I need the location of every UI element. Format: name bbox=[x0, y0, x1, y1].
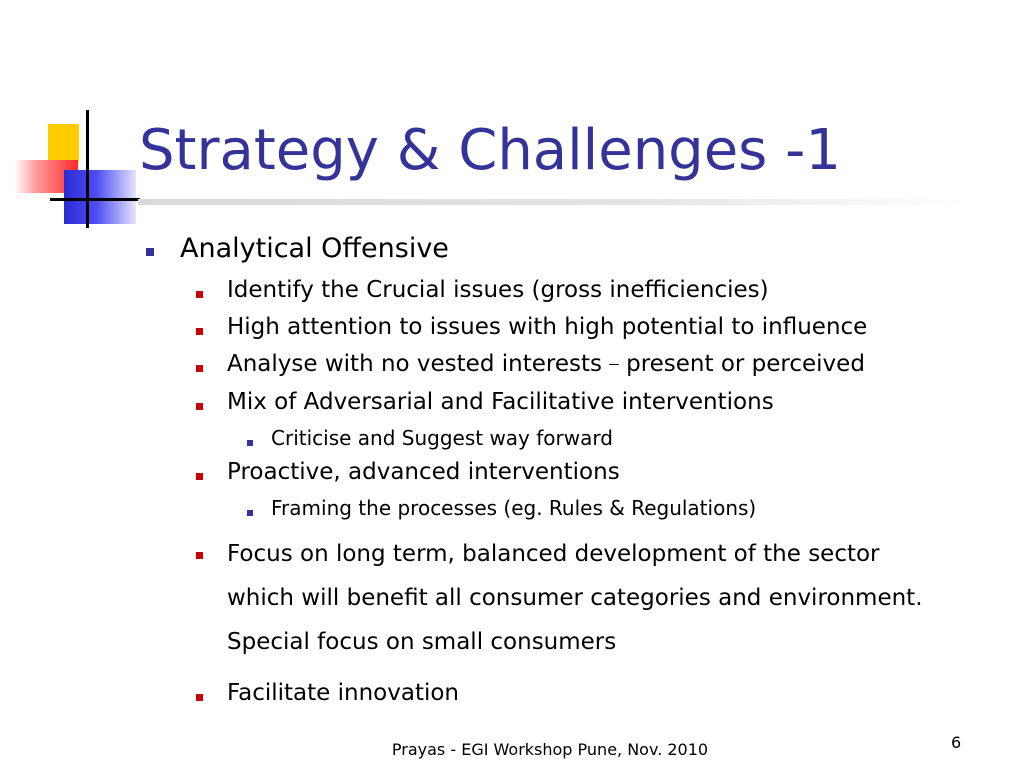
slide-footer bbox=[0, 742, 1024, 758]
bullet-text-multiline bbox=[227, 532, 923, 664]
footer-text: Prayas - EGI Workshop Pune, Nov. 2010 bbox=[391, 740, 709, 759]
slide-title: Strategy & Challenges -1 bbox=[139, 118, 841, 183]
bullet-text-part-b: present or perceived bbox=[626, 351, 865, 377]
bullet-marker bbox=[196, 365, 203, 372]
en-dash: – bbox=[609, 353, 619, 374]
bullet-text-line-2: which will benefit all consumer categories and environment. bbox=[227, 585, 923, 611]
bullet-text-part-a: Analyse with no vested interests bbox=[227, 351, 602, 377]
bullet-text: Facilitate innovation bbox=[227, 680, 459, 706]
logo-blue-gradient-block bbox=[64, 170, 136, 224]
bullet-marker bbox=[196, 473, 203, 480]
bullet-marker bbox=[196, 694, 203, 701]
bullet-marker bbox=[196, 552, 203, 559]
bullet-marker bbox=[247, 440, 253, 446]
logo-vertical-line bbox=[86, 110, 89, 228]
bullet-text: Identify the Crucial issues (gross inefficiencies) bbox=[227, 277, 769, 303]
bullet-marker bbox=[146, 248, 154, 256]
bullet-text: Criticise and Suggest way forward bbox=[271, 426, 613, 450]
bullet-text: Analytical Offensive bbox=[180, 233, 449, 264]
logo-yellow-square bbox=[48, 124, 79, 162]
bullet-marker bbox=[196, 403, 203, 410]
bullet-text: Framing the processes (eg. Rules & Regulations) bbox=[271, 496, 757, 520]
bullet-marker bbox=[196, 291, 203, 298]
logo-horizontal-line bbox=[50, 198, 140, 201]
bullet-text: Proactive, advanced interventions bbox=[227, 459, 620, 485]
bullet-text: Mix of Adversarial and Facilitative interventions bbox=[227, 389, 774, 415]
bullet-text: High attention to issues with high potential to influence bbox=[227, 314, 868, 340]
bullet-text-line-3: Special focus on small consumers bbox=[227, 629, 617, 655]
bullet-marker bbox=[247, 510, 253, 516]
title-underline-rule bbox=[138, 199, 968, 205]
bullet-text bbox=[227, 353, 865, 376]
bullet-text-line-1: Focus on long term, balanced development of the sector bbox=[227, 541, 880, 567]
bullet-marker bbox=[196, 328, 203, 335]
page-number: 6 bbox=[951, 733, 962, 752]
